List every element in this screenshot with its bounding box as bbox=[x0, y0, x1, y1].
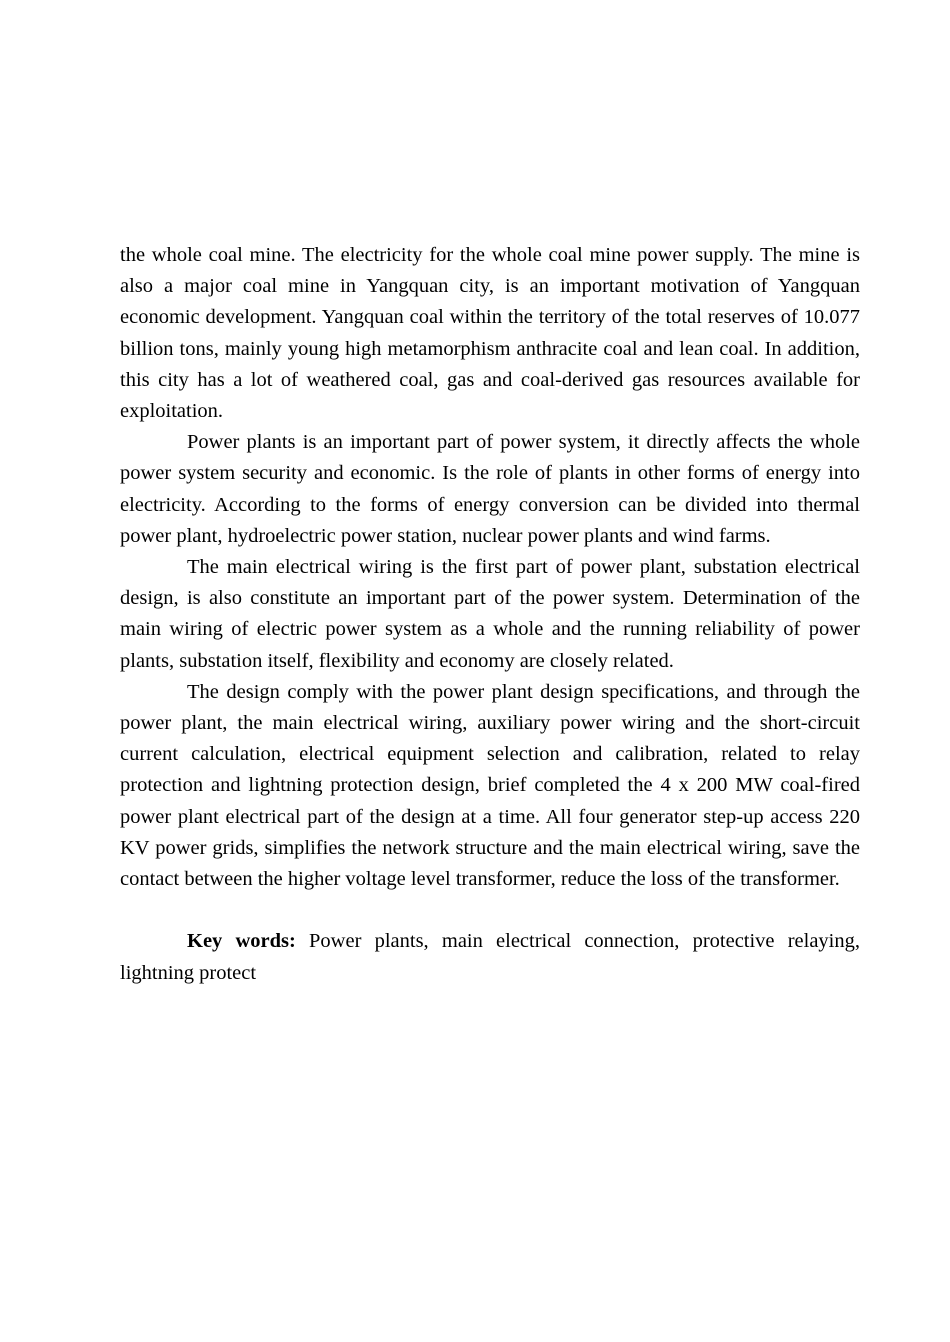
keywords-line bbox=[120, 926, 860, 988]
paragraph-power-plants: Power plants is an important part of power system, it directly affects the whole power system security and economic. Is the role of plants in other forms of energy into electricity. According to the forms of energy conversion can be divided into thermal power plant, hydroelectric power station, nuclear power plants and wind farms. bbox=[120, 431, 860, 547]
abstract-body bbox=[120, 240, 860, 989]
paragraph-main-wiring: The main electrical wiring is the first part of power plant, substation electrical design, is also constitute an important part of the power system. Determination of the main wiring of electric power system as a whole and the running reliability of power plants, substation itself, flexibility and economy are closely related. bbox=[120, 556, 860, 672]
paragraph-continuation: the whole coal mine. The electricity for the whole coal mine power supply. The mine is also a major coal mine in Yangquan city, is an important motivation of Yangquan economic development. Yangquan coal within the territory of the total reserves of 10.077 billion tons, mainly young high metamorphism anthracite coal and lean coal. In addition, this city has a lot of weathered coal, gas and coal-derived gas resources available for exploitation. bbox=[120, 244, 860, 423]
keywords-text: Power plants, main electrical connection, protective relaying, lightning protect bbox=[120, 930, 861, 984]
keywords-label: Key words: bbox=[187, 930, 296, 953]
paragraph-design: The design comply with the power plant design specifications, and through the power plant, the main electrical wiring, auxiliary power wiring and the short-circuit current calculation, electrical equipment selection and calibration, related to relay protection and lightning protection design, brief completed the 4 x 200 MW coal-fired power plant electrical part of the design at a time. All four generator step-up access 220 KV power grids, simplifies the network structure and the main electrical wiring, save the contact between the higher voltage level transformer, reduce the loss of the transformer. bbox=[120, 680, 860, 891]
